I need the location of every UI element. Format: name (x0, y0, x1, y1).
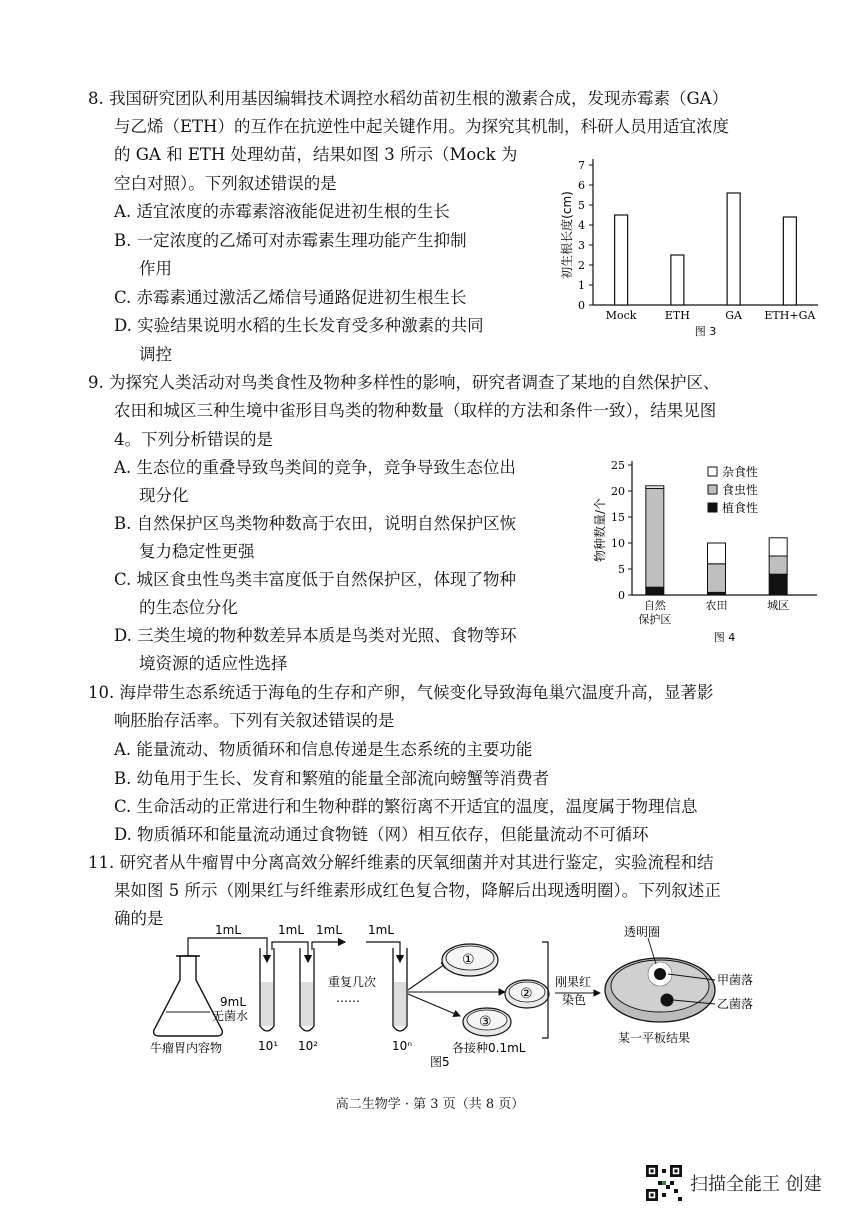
y-tick-label: 4 (578, 219, 585, 232)
transfer-arrow (312, 942, 345, 950)
repeat-label: 重复几次 (328, 975, 377, 989)
tube-label-2: 10² (298, 1039, 319, 1053)
transfer-label-2: 1mL (278, 923, 305, 937)
bar-segment (769, 538, 787, 556)
q8-option-c: C. 赤霉素通过激活乙烯信号通路促进初生根生长 (114, 288, 467, 307)
inoculate-arrow (408, 994, 460, 1016)
q9-line: 农田和城区三种生境中雀形目鸟类的物种数量（取样的方法和条件一致），结果见图 (114, 401, 717, 420)
x-tick-label: GA (725, 309, 742, 322)
y-tick-label: 20 (611, 485, 625, 498)
figure-4 (590, 455, 825, 655)
transfer-label-3: 1mL (316, 923, 343, 937)
legend-swatch (708, 503, 717, 512)
colony-a-label: 甲菌落 (717, 973, 754, 987)
y-tick-label: 10 (611, 537, 625, 550)
q9-line: 4。下列分析错误的是 (114, 430, 273, 449)
repeat-dots: …… (336, 991, 360, 1005)
y-tick-label: 5 (618, 563, 625, 576)
q10-option-d: D. 物质循环和能量流动通过食物链（网）相互依存，但能量流动不可循环 (114, 825, 649, 844)
legend-swatch (708, 485, 717, 494)
q9-option-c-cont: 的生态位分化 (139, 598, 238, 617)
x-tick-label: Mock (605, 309, 637, 322)
q8-option-d: D. 实验结果说明水稻的生长发育受多种激素的共同 (114, 316, 484, 335)
water-label: 无菌水 (212, 1009, 249, 1023)
figure-4-caption: 图 4 (713, 631, 736, 644)
y-tick-label: 2 (578, 259, 585, 272)
inoculate-label: 各接种0.1mL (452, 1041, 526, 1055)
legend-label: 杂食性 (722, 465, 759, 479)
q8-line: 8. 我国研究团队利用基因编辑技术调控水稻幼苗初生根的激素合成，发现赤霉素（GA） (88, 89, 729, 108)
plate-label-3: ③ (479, 1014, 492, 1030)
bar (671, 255, 684, 305)
q10-option-a: A. 能量流动、物质循环和信息传递是生态系统的主要功能 (114, 740, 533, 759)
bar (783, 217, 796, 305)
q9-line: 9. 为探究人类活动对鸟类食性及物种多样性的影响，研究者调查了某地的自然保护区、 (88, 373, 720, 392)
stain-label-1: 刚果红 (555, 975, 592, 989)
inoculate-arrow (408, 962, 448, 990)
tube-label-1: 10¹ (258, 1039, 279, 1053)
transfer-label-1: 1mL (215, 923, 242, 937)
q9-option-a-cont: 现分化 (139, 486, 189, 505)
bar-segment (646, 587, 664, 595)
legend-swatch (708, 467, 717, 476)
water-volume-label: 9mL (220, 995, 247, 1009)
q8-option-a: A. 适宜浓度的赤霉素溶液能促进初生根的生长 (114, 202, 450, 221)
legend-label: 植食性 (722, 501, 759, 515)
transfer-arrow (272, 942, 308, 962)
figure-3 (555, 150, 825, 340)
q8-line: 与乙烯（ETH）的互作在抗逆性中起关键作用。为探究其机制，科研人员用适宜浓度 (114, 117, 729, 136)
result-plate-icon (605, 958, 715, 1022)
q11-line: 确的是 (114, 909, 164, 928)
q11-line: 11. 研究者从牛瘤胃中分离高效分解纤维素的厌氧细菌并对其进行鉴定，实验流程和结 (88, 853, 714, 872)
y-tick-label: 7 (578, 159, 585, 172)
x-tick-label: ETH (664, 309, 690, 322)
y-tick-label: 5 (578, 199, 585, 212)
y-tick-label: 1 (578, 279, 585, 292)
figure-4-chart (590, 455, 825, 655)
test-tube-icon (300, 948, 314, 1031)
y-tick-label: 3 (578, 239, 585, 252)
y-tick-label: 0 (618, 589, 625, 602)
y-tick-label: 6 (578, 179, 585, 192)
q8-option-b: B. 一定浓度的乙烯可对赤霉素生理功能产生抑制 (114, 231, 467, 250)
q9-option-d: D. 三类生境的物种数差异本质是鸟类对光照、食物等环 (114, 626, 517, 645)
figure-5 (130, 920, 830, 1070)
tube-label-n: 10ⁿ (392, 1039, 413, 1053)
scanner-watermark (646, 1165, 822, 1201)
x-tick-label: 农田 (705, 599, 728, 612)
bar-segment (708, 543, 726, 564)
x-tick-label: 自然 (643, 599, 666, 612)
q10-line: 10. 海岸带生态系统适于海龟的生存和产卵，气候变化导致海龟巢穴温度升高，显著影 (88, 683, 714, 702)
q8-option-b-cont: 作用 (139, 259, 172, 278)
bar (727, 193, 740, 305)
result-label: 某一平板结果 (618, 1031, 691, 1045)
y-tick-label: 0 (578, 299, 585, 312)
transfer-arrow (366, 942, 400, 962)
x-tick-label: ETH+GA (764, 309, 816, 322)
bar-segment (769, 556, 787, 574)
q9-option-b: B. 自然保护区鸟类物种数高于农田，说明自然保护区恢 (114, 514, 517, 533)
plate-label-2: ② (520, 986, 533, 1002)
figure-5-caption: 图5 (430, 1055, 450, 1069)
q8-option-d-cont: 调控 (139, 345, 172, 364)
colony-b-label: 乙菌落 (717, 997, 754, 1011)
figure-5-diagram (130, 920, 830, 1070)
q9-option-b-cont: 复力稳定性更强 (139, 542, 255, 561)
bar (615, 215, 628, 305)
page-footer: 高二生物学 · 第 3 页（共 8 页） (335, 1097, 525, 1112)
y-axis-label: 物种数量/个 (593, 497, 607, 563)
q10-line: 响胚胎存活率。下列有关叙述错误的是 (114, 711, 395, 730)
q8-line: 空白对照）。下列叙述错误的是 (114, 174, 337, 193)
plate-label-1: ① (462, 952, 475, 968)
x-tick-label: 保护区 (638, 613, 672, 626)
bar-segment (769, 574, 787, 595)
flask-label: 牛瘤胃内容物 (150, 1041, 223, 1055)
legend-label: 食虫性 (722, 483, 759, 497)
transfer-label-4: 1mL (368, 923, 395, 937)
y-axis-label: 初生根长度(cm) (560, 191, 574, 279)
q9-option-d-cont: 境资源的适应性选择 (139, 654, 288, 673)
q10-option-b: B. 幼龟用于生长、发育和繁殖的能量全部流向螃蟹等消费者 (114, 769, 550, 788)
y-tick-label: 15 (611, 511, 625, 524)
q8-line: 的 GA 和 ETH 处理幼苗，结果如图 3 所示（Mock 为 (114, 145, 518, 164)
bar-segment (646, 488, 664, 587)
halo-label: 透明圈 (624, 925, 661, 939)
q9-option-c: C. 城区食虫性鸟类丰富度低于自然保护区，体现了物种 (114, 570, 517, 589)
figure-3-caption: 图 3 (694, 325, 717, 338)
flask-icon (154, 956, 223, 1036)
q10-option-c: C. 生命活动的正常进行和生物种群的繁衍离不开适宜的温度，温度属于物理信息 (114, 797, 698, 816)
x-tick-label: 城区 (767, 599, 790, 612)
q11-line: 果如图 5 所示（刚果红与纤维素形成红色复合物，降解后出现透明圈）。下列叙述正 (114, 881, 721, 900)
bar-segment (708, 564, 726, 593)
scanner-watermark-text: 扫描全能王 创建 (690, 1174, 822, 1195)
figure-3-chart (555, 150, 825, 340)
bar-segment (646, 486, 664, 489)
y-tick-label: 25 (611, 459, 625, 472)
q9-option-a: A. 生态位的重叠导致鸟类间的竞争，竞争导致生态位出 (114, 458, 516, 477)
transfer-arrow (188, 938, 267, 962)
qr-code-icon (646, 1165, 682, 1201)
stain-label-2: 染色 (562, 993, 587, 1007)
